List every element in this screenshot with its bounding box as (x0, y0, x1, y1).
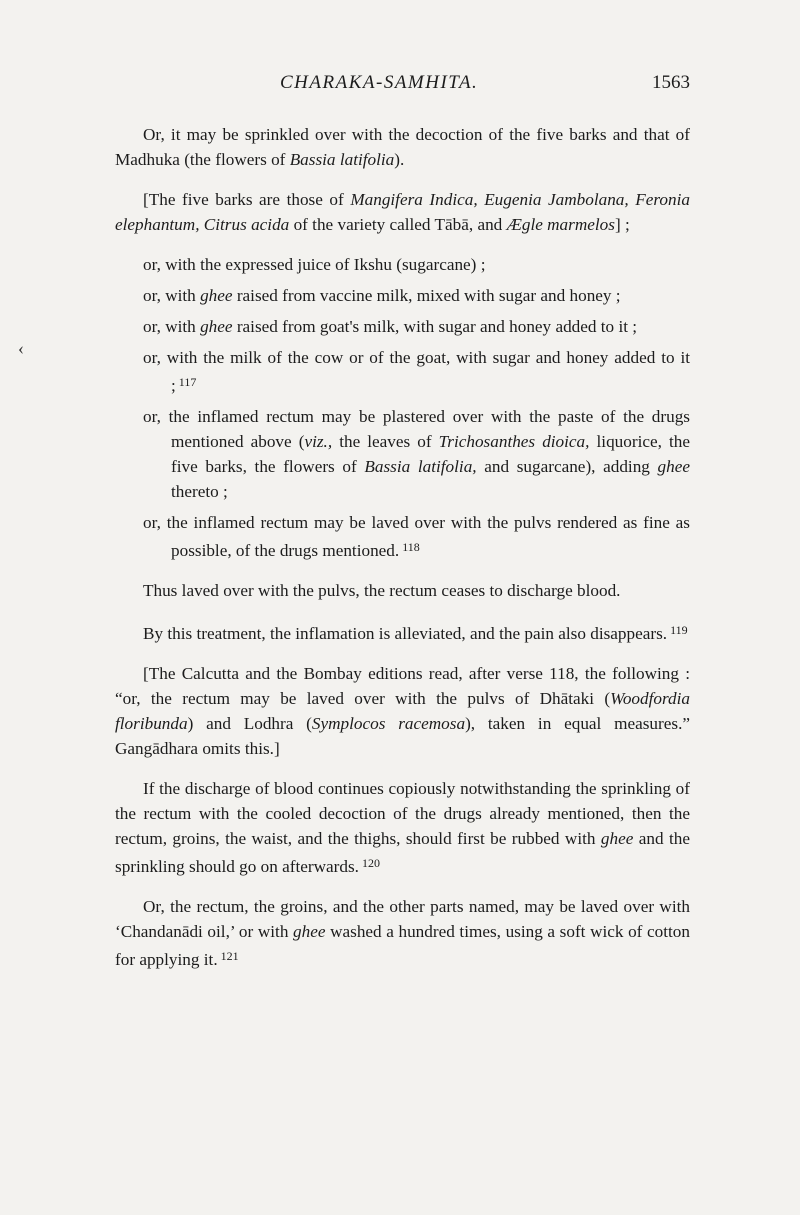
text-run: If the discharge of blood continues copiously notwithstanding the sprinkling of the rectum with the cooled decoction of the drugs already mentioned, then the rectum, groins, the waist, and the thighs, should first be rubbed with (115, 779, 690, 848)
paragraph (115, 776, 690, 879)
text-run: washed a hundred times, using a soft wick of cotton for applying it. (115, 922, 690, 969)
text-run: ). (394, 150, 405, 169)
verse-number: 119 (670, 623, 688, 637)
text-run: Thus laved over with the pulvs, the rectum ceases to discharge blood. (143, 581, 621, 600)
italic-term: Symplocos racemosa (311, 714, 466, 733)
text-run: Or, the rectum, the groins, and the other parts named, may be laved over with ‘Chandanādi oil,’ or with (115, 897, 690, 941)
list-item (115, 404, 690, 504)
text-run: raised from vaccine milk, mixed with sugar and honey ; (232, 286, 621, 305)
text-run: or, with (143, 286, 201, 305)
text-run: [The five barks are those of (143, 190, 351, 209)
italic-term: ghee (600, 829, 634, 848)
italic-term: ghee (657, 457, 690, 476)
text-run: the leaves of (332, 432, 439, 451)
verse-number: 121 (220, 949, 239, 963)
text-run: of the variety called Tābā, and (289, 215, 507, 234)
text-run: By this treatment, the inflamation is alleviated, and the pain also disappears. (143, 624, 668, 643)
text-run: or, the inflamed rectum may be laved over with the pulvs rendered as fine as possible, of the drugs mentioned. (143, 513, 690, 560)
paragraph (115, 894, 690, 972)
list-item (115, 510, 690, 563)
text-run: or, the inflamed rectum may be plastered over with the paste of the drugs mentioned above ( (143, 407, 690, 451)
italic-term: Mangifera Indica, Eugenia Jambolana, Feronia elephantum, Citrus acida (115, 190, 690, 234)
italic-term: ghee (293, 922, 326, 941)
text-run: or, with the expressed juice of Ikshu (sugarcane) ; (143, 255, 486, 274)
paragraph (115, 122, 690, 172)
text-run: [The Calcutta and the Bombay editions read, after verse 118, the following : “or, the rectum may be laved over with the pulvs of Dhātaki ( (115, 664, 690, 708)
list-item (115, 283, 690, 308)
verse-number: 118 (402, 540, 420, 554)
text-run: ] ; (614, 215, 630, 234)
italic-term: Bassia latifolia, (364, 457, 477, 476)
text-run: Or, it may be sprinkled over with the decoction of the five barks and that of Madhuka (the flowers of (115, 125, 690, 169)
page-header (115, 72, 690, 100)
list-item (115, 345, 690, 398)
verse-number: 117 (178, 375, 197, 389)
text-run: and sugarcane), adding (476, 457, 658, 476)
italic-term: Ægle marmelos (506, 215, 615, 234)
margin-mark: ‹ (18, 338, 24, 358)
paragraph (115, 618, 690, 646)
italic-term: ghee (200, 286, 233, 305)
text-run: raised from goat's milk, with sugar and honey added to it ; (232, 317, 638, 336)
paragraph (115, 661, 690, 761)
list-item (115, 314, 690, 339)
italic-term: Bassia latifolia (289, 150, 395, 169)
paragraph (115, 187, 690, 237)
italic-term: Woodfordia floribunda (115, 689, 690, 733)
body-text (115, 122, 690, 987)
verse-number: 120 (361, 856, 380, 870)
page-number: 1563 (652, 72, 690, 93)
italic-term: ghee (200, 317, 233, 336)
text-run: or, with the milk of the cow or of the goat, with sugar and honey added to it ; (143, 348, 690, 395)
text-run: ) and Lodhra ( (187, 714, 312, 733)
text-run: or, with (143, 317, 201, 336)
running-title: CHARAKA-SAMHITA. (280, 72, 479, 93)
text-run: liquorice, the five barks, the flowers of (171, 432, 690, 476)
text-run: ), taken in equal measures.” Gangādhara omits this.] (115, 714, 690, 758)
paragraph (115, 578, 690, 603)
text-run: and the sprinkling should go on afterwards. (115, 829, 690, 876)
text-run: thereto ; (171, 482, 228, 501)
italic-term: viz., (304, 432, 333, 451)
list-item (115, 252, 690, 277)
italic-term: Trichosanthes dioica, (438, 432, 590, 451)
